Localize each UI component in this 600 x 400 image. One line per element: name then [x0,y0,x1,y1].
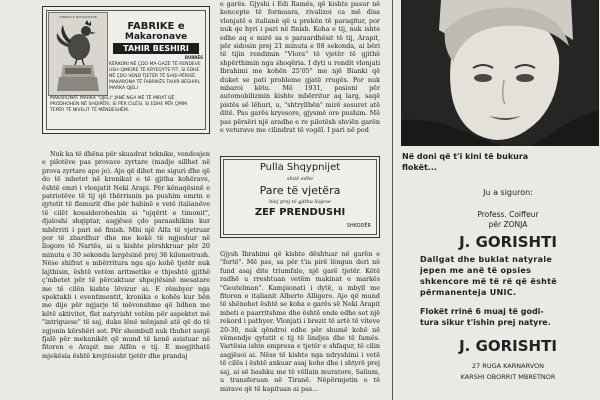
rooster-illustration [48,12,108,96]
ad-owner: TAHIR BESHIRI [113,43,199,54]
gorishti-line-c: Ju a siguron: [483,188,533,197]
ad-photo-caption: FABRIKA E MAKARONAVE [59,15,97,19]
gorishti-para1-3: shkencore më të rë që është [420,277,557,286]
gorishti-para2-1: Flokët rrinë 6 muaj të godi- [420,307,544,316]
rooster-icon [49,13,107,95]
woman-portrait-photo [401,0,599,146]
gorishti-address-1: 27 RUGA KARNARVON [471,362,545,370]
gorishti-line-d: Profess. Coiffeur [477,210,539,219]
article-middle-top [220,0,380,150]
gorishti-name-1: J. GORISHTI [459,233,557,251]
gorishti-name-2: J. GORISHTI [459,337,557,355]
gorishti-line-e: për ZONJA [488,220,528,229]
pulla-line5: ZEF PRENDUSHI [254,207,346,218]
ad-city: DURRËS [184,55,203,60]
ad-footer: MAKARONAT MARKA "QJELI" JANË NGA MË TË MIRAT QË PRODHOHEN NË SHQIPËRI, SI PËR CILËSI, SI EDHE PËR ÇMIM TEPËR TË NIVELIT TË MËNDESHËM. [50,96,187,113]
pulla-shqypnijet-ad [220,156,380,238]
pulla-line6: SHKODËR [346,223,371,229]
ad-subtitle: Makaronave [124,32,188,42]
gorishti-para1-1: Dallgat dhe buklat natyrale [420,255,553,264]
gorishti-para1-4: përmanenteja UNIC. [420,288,517,297]
gorishti-address-2: KARSHI OBORRIT MBRETNOR [460,373,556,381]
column-divider [392,0,393,400]
pulla-line3: Pare të vjetëra [259,184,341,197]
gorishti-line-a: Në doni që t'i kini të bukura [402,152,529,161]
pulla-line1: Pulla Shqypnijet [259,162,341,173]
article-middle-bottom-text: Gjysh Ibrahimi që kishte dështuar në garën e "fortë". Më pas, sa për t'ia pirë lëngun deri në fund asaj dite triumfale, një garë tjetër. Këtë radhë u rreshtuan vetëm makinat e markës "Geutelman". Kampionati i dytë, u mbyll me fitoren e italianit Alberto Alligero. Ajo që mund të shënohet është se koha e garës së Neki Arapit mbeti e paarritshme dhe është ende edhe sot një rekord i pathyer. Vlonjati i brezit të artë të viteve 20-30, nuk qëndroi edhe për shumë kohë në vëmendje qytetit e tij të lindjes dhe të famës. Vartësia ishte empresa e tjetër e shfaqur, të cilin asgjësoi ai. Nëse të kishte nga ndryshimi i vetë të cilës i është ankuar asaj kohe dhe i shtyrë prej saj, ai së bashku me të vëllain muratore, Salium, u transferuan në Tiranë. Nëpërmjetin e të mirave që të kapituan ai pas... [220,250,380,393]
gorishti-para1-2: jepen me anë të opsies [420,266,532,275]
ad-title: FABRIKE e [127,21,185,32]
article-middle-top-text: e garës. Gjyshi i Edi Ramës, që kishte pasur në koncepte të formuara, rivalizoi ca më disa vlonjatë e italianë që u prekën të paraqitur, por nuk qe hyri i pari në finish. Koha e tij, nuk ishte edhe aq e mirë sa e paraardhësit të tij, Arapit, për sidosin prej 21 minuta e 08 sekonda, ai bëri të tijin rendimin "Vlora" të vjetër të gjithë shpërthimin nga shoqëria. I dyti u rendit vlonjati Ibrahimi me kohën 25'05" me një Bianki që duket se pati probleme gjatë rrugës. Por nuk mbaroi këtu. Më 1931, pasioni për automobilizmin kishte mbërritur aq larg, saqë pistës së lëhuri, u, "shtryllhën" mirë sesuret atë ditë. Pas garës kryesore, gjysmë ore pushim. Më pas përsëri një aradhe e re pilotësh shviën garën e veturave me cilindrat të vogël. I pari në pod [220,0,380,135]
gorishti-para2-2: tura sikur t'ishin prej natyre. [420,318,551,327]
pulla-line2: shitë edhe [286,176,314,182]
pulla-line4: blej prej të gjitha llojeve [269,199,331,205]
gorishti-line-b: flokët... [402,163,437,172]
article-left-text: Nuk ka të dhëna për skuadrat teknike, vendosjen e pilotëve pas provave zyrtare (madje sillhet në prova zyrtare apo jo). Ajo që dihet me siguri dhe që do të mbetet në kronikat e të gjitha kohërave, është emri i vlonjatit Neki Arapi. Për kënaqësinë e patriotëve të tij që thërrisnin pa pushim emrin e qytetit të flamurit dhe për habinë e vetë italianëve të cilët konsideroheshin si "ujqërit e timonit", djaloshi shqiptar, asgjësoi çdo paraashikim kur mbërriti i pari në finish. Mbi një Alfa të vjetruar por të zbardhur dhe me kokë të ngjeshur në llogore të Nartës, ai u kishte përshkruar për 20 minuta e 30 sekonda largësinë prej 36 kilometrash. Nëse shifrat e mbërritura nga ajo kohë tjetër nuk lajthisin, është vetëm aritmetike e thjeshtë gjithë ç'mbetet për të përcaktuar shpejtësinë mesatare me të cilën kishte lëvizur ai. E rëmbyer nga spektakli i eventimentit, kronika e kohës kur bën me dije për ngjarje të mëvonshme që lidhen me këtë aktivitet, flet natyrisht vetëm për aspektet më "intriguese" të saj, duke lënë mënjanë atë që do të zgjonin kërshëri sot. Për shembull nuk thuhet asnjë fjalë për mekanikët që mund të kenë asistuar në fitoren e Arapit me Alfën e tij. E megjithatë mjekësia është krejtësisht tjetër dhe prandaj [42,150,210,360]
fabrike-makarona-ad [42,6,210,134]
article-middle-bottom [220,250,380,400]
ad-body: KËRKONI NË ÇDO MA-GAZË TË RENDEVE USH-QIMORE TË KRYEQYTE-TIT, SI EDHE NË ÇDO VEND TJETËR TË SHQI-PËRISË. MAKARONA TË FABRIKËS TAHIR BESHIRI, MARKA QJELI [109,62,201,91]
article-left-column [42,150,210,400]
portrait-image [401,0,599,146]
